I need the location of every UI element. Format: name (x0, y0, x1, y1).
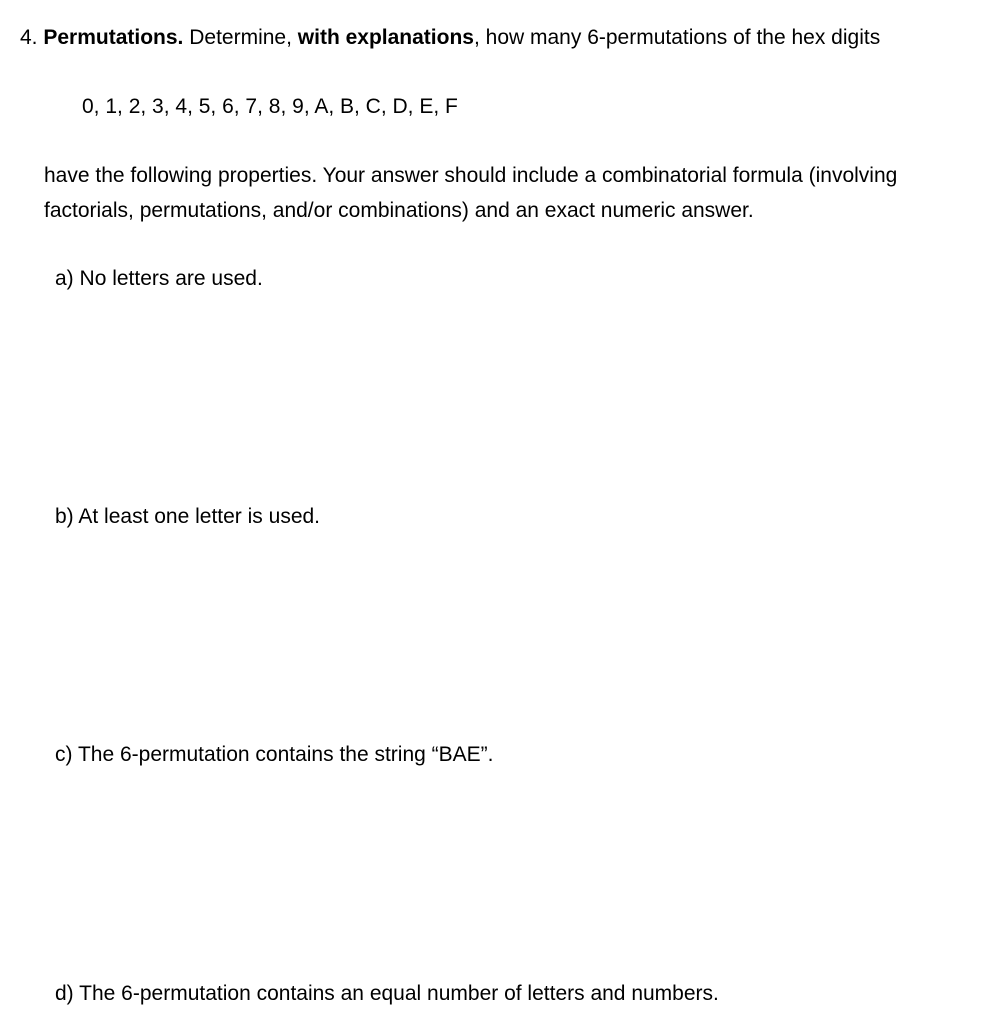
part-label: c) (55, 743, 73, 766)
part-text: The 6-permutation contains an equal number of letters and numbers. (79, 982, 719, 1005)
intro-text-before: Determine, (189, 26, 292, 49)
part-label: a) (55, 267, 74, 290)
intro-text-bold: with explanations (297, 26, 474, 49)
problem-title: Permutations. (43, 26, 184, 49)
intro-text-after: , how many 6-permutations of the hex digits (473, 26, 881, 49)
part-label: d) (55, 982, 74, 1005)
part-a (55, 266, 263, 291)
part-text: No letters are used. (79, 267, 263, 290)
hex-digits-list: 0, 1, 2, 3, 4, 5, 6, 7, 8, 9, A, B, C, D, E, F (82, 95, 458, 118)
part-label: b) (55, 505, 74, 528)
part-text: The 6-permutation contains the string “BAE”. (77, 743, 494, 766)
part-b (55, 504, 320, 529)
instructions-line-1: have the following properties. Your answer should include a combinatorial formula (involving (44, 164, 898, 187)
instructions-line-2: factorials, permutations, and/or combinations) and an exact numeric answer. (44, 199, 754, 222)
problem-heading (20, 25, 880, 50)
part-c (55, 742, 494, 767)
part-d (55, 981, 719, 1006)
part-text: At least one letter is used. (78, 505, 321, 528)
problem-number: 4. (20, 26, 38, 49)
